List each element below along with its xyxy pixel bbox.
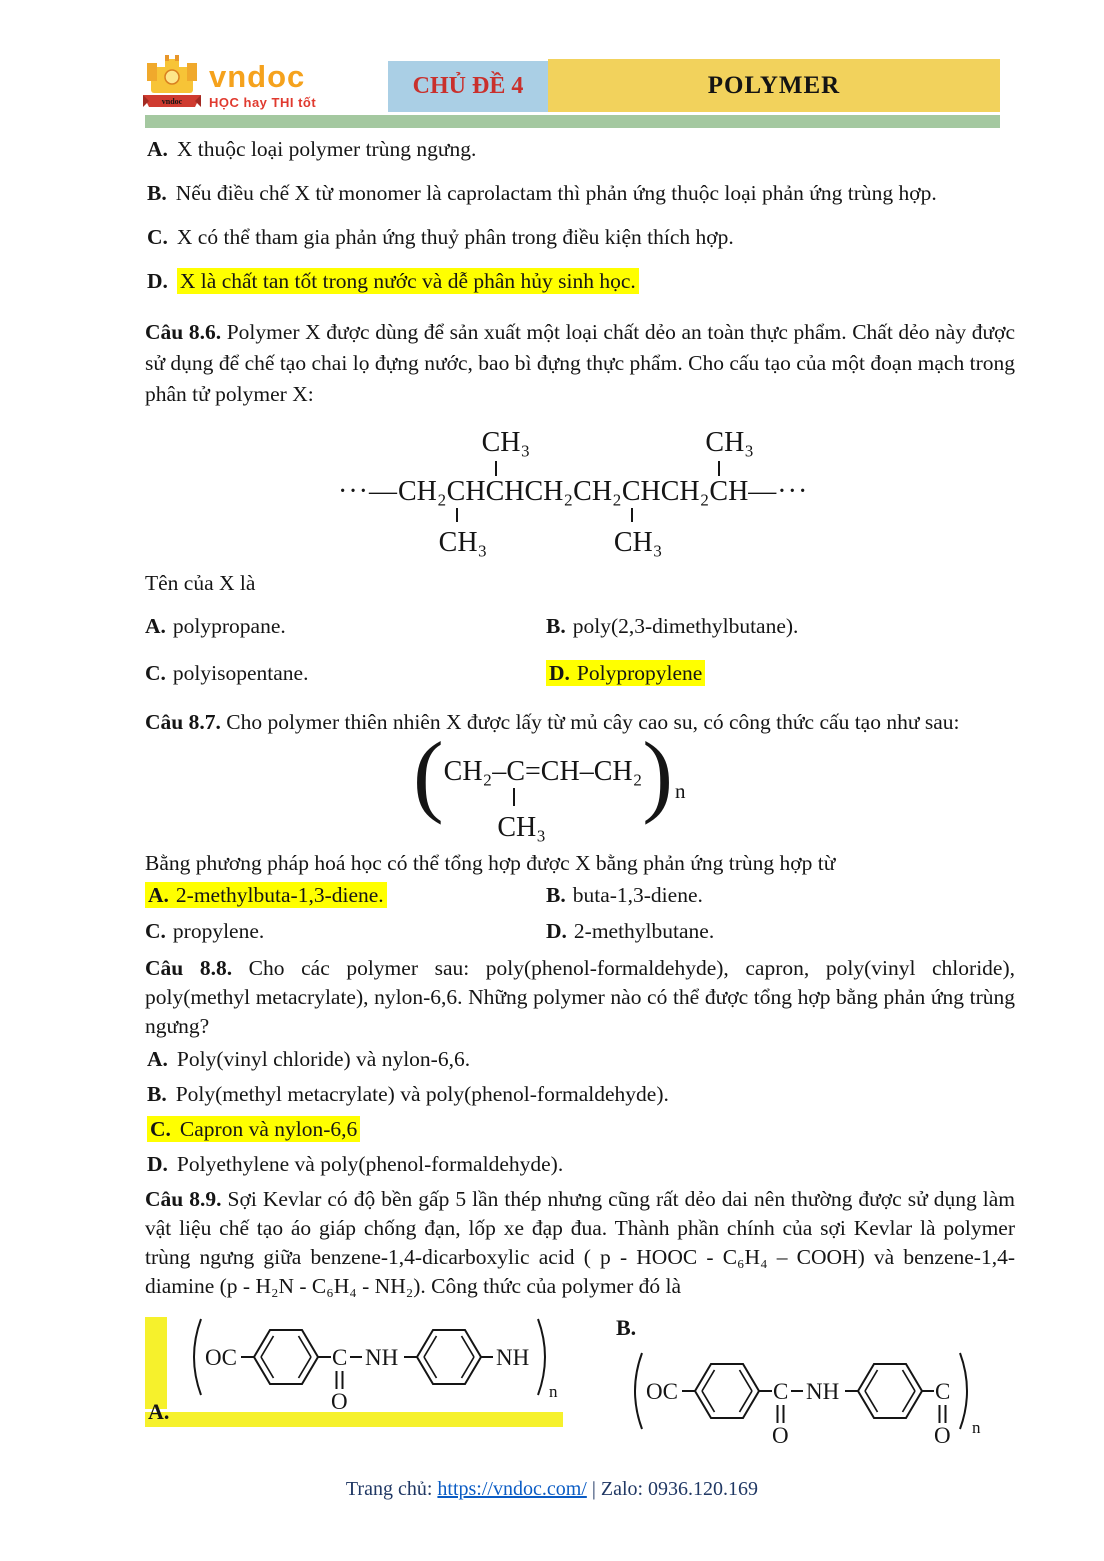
q85-option-c: C. X có thể tham gia phản ứng thuỷ phân trong điều kiện thích hợp. — [147, 225, 734, 250]
q86-options-row2 — [145, 660, 1015, 688]
q88-option-b: B. Poly(methyl metacrylate) và poly(phenol-formaldehyde). — [147, 1081, 669, 1106]
q86-options-row1 — [145, 613, 1015, 641]
bond-up — [495, 461, 497, 476]
q87-options-row1 — [145, 882, 1015, 910]
q87-option-a-highlighted — [145, 882, 546, 910]
q89-option-a-structure-highlighted — [145, 1315, 558, 1427]
q86-number: Câu 8.6. — [145, 320, 222, 345]
q87-option-d: D. 2-methylbutane. — [546, 918, 715, 943]
q87-option-b: B. buta-1,3-diene. — [546, 882, 703, 907]
svg-text:vndoc: vndoc — [161, 97, 183, 106]
option-b-label: B. — [616, 1314, 637, 1340]
kevlar-structure-a — [181, 1313, 566, 1415]
q87-structure-isoprene: ( CH₂– C CH₃ =CH–CH₂ ) n — [413, 722, 686, 843]
q89-stem: Câu 8.9. Sợi Kevlar có độ bền gấp 5 lần thép nhưng cũng rất dẻo dai nên thường được sử dụng làm vật liệu chế tạo áo giáp chống đạn, lốp xe đạp đua. Thành phần chính của sợi Kevlar là polymer trùng ngưng giữa benzene-1,4-dicarboxylic acid ( p - HOOC - C₆H₄ – COOH) và benzene-1,4- diamine (p - H₂N - C₆H₄ - NH₂). Công thức của polymer đó là — [145, 1186, 1016, 1298]
answer-highlight: C. Capron và nylon-6,6 — [147, 1116, 360, 1142]
svg-text:C: C — [332, 1344, 348, 1370]
svg-text:n: n — [972, 1417, 981, 1437]
q89-number: Câu 8.9. — [145, 1186, 222, 1211]
q88-option-c-highlighted — [147, 1115, 1015, 1144]
answer-highlight: A. 2-methylbuta-1,3-diene. — [145, 882, 387, 908]
q89-option-b-structure — [610, 1315, 1015, 1461]
svg-text:C: C — [773, 1378, 789, 1404]
q87-prompt: Bằng phương pháp hoá học có thể tổng hợp được X bằng phản ứng trùng hợp từ — [145, 850, 836, 875]
brand-name: vndoc — [209, 59, 306, 94]
topic-label-box: CHỦ ĐỀ 4 — [388, 61, 548, 112]
homepage-link[interactable]: https://vndoc.com/ — [437, 1478, 587, 1500]
header-divider — [145, 115, 1000, 128]
answer-highlight: D. Polypropylene — [546, 660, 705, 686]
svg-text:n: n — [549, 1381, 558, 1401]
kevlar-structure-b — [624, 1341, 1019, 1456]
svg-text:O: O — [934, 1422, 951, 1448]
q88-options — [145, 1045, 1015, 1179]
methyl-group: CH₃ — [613, 527, 663, 559]
q88-option-a: A. Poly(vinyl chloride) và nylon-6,6. — [147, 1046, 471, 1071]
bond-down — [456, 508, 458, 522]
q86-stem: Câu 8.6. Polymer X được dùng để sản xuất một loại chất dẻo an toàn thực phẩm. Chất dẻo này được sử dụng để chế tạo chai lọ đựng nước, bao bì đựng thực phẩm. Cho cấu tạo của một đoạn mạch trong phân tử polymer X: — [145, 320, 1016, 407]
q86-option-d-highlighted — [546, 660, 705, 688]
q86-option-c: C. polyisopentane. — [145, 661, 309, 685]
svg-text:O: O — [331, 1388, 348, 1414]
q87-option-c: C. propylene. — [145, 918, 265, 943]
q85-option-b: B. Nếu điều chế X từ monomer là caprolactam thì phản ứng thuộc loại phản ứng trùng hợp. — [147, 181, 937, 206]
answer-highlight-bar-vertical — [145, 1317, 167, 1409]
q86-structure-polypropylene: ···—CH₂CH CH₃ CH CH₃ CH₂CH₂CH CH₃ CH₂CH CH₃ —··· — [338, 427, 809, 559]
svg-text:NH: NH — [806, 1378, 840, 1404]
q87-stem: Câu 8.7. Cho polymer thiên nhiên X được lấy từ mủ cây cao su, có công thức cấu tạo như sau: — [145, 709, 960, 734]
topic-title-box: POLYMER — [548, 59, 1000, 112]
answer-highlight: X là chất tan tốt trong nước và dễ phân hủy sinh học. — [177, 268, 639, 294]
q88-option-d: D. Polyethylene và poly(phenol-formaldehyde). — [147, 1151, 564, 1176]
brand-tagline: HỌC hay THI tốt — [209, 95, 317, 110]
option-a-label: A. — [148, 1398, 170, 1424]
methyl-group: CH₃ — [438, 527, 488, 559]
svg-text:NH: NH — [365, 1344, 399, 1370]
repeat-subscript-n: n — [675, 778, 686, 803]
page-footer — [0, 1478, 1104, 1501]
q87-number: Câu 8.7. — [145, 709, 221, 734]
vndoc-castle-icon — [141, 55, 203, 118]
q89-answer-structures — [145, 1315, 1015, 1461]
page-header — [145, 55, 1015, 129]
q85-options — [145, 135, 1015, 296]
worksheet-page — [145, 55, 1015, 1461]
q85-option-d-highlighted: D. X là chất tan tốt trong nước và dễ phân hủy sinh học. — [147, 267, 1015, 296]
svg-text:O: O — [772, 1422, 789, 1448]
q88-number: Câu 8.8. — [145, 955, 233, 980]
q88-stem: Câu 8.8. Cho các polymer sau: poly(phenol-formaldehyde), capron, poly(vinyl chloride), poly(methyl metacrylate), nylon-6,6. Những polymer nào có thể được tổng hợp bằng phản ứng trùng ngưng? — [145, 955, 1015, 1038]
q86-option-a: A. polypropane. — [145, 614, 286, 639]
footer-zalo: | Zalo: 0936.120.169 — [586, 1478, 759, 1500]
bond-up — [718, 461, 720, 476]
methyl-group: CH₃ — [705, 427, 755, 459]
q87-options-row2 — [145, 918, 1015, 946]
svg-text:OC: OC — [646, 1378, 678, 1404]
q86-option-b: B. poly(2,3-dimethylbutane). — [546, 614, 799, 639]
bond-down — [513, 788, 515, 806]
q86-prompt: Tên của X là — [145, 571, 256, 596]
methyl-group: CH₃ — [497, 811, 546, 843]
svg-text:C: C — [935, 1378, 951, 1404]
footer-prefix: Trang chủ: — [345, 1478, 438, 1500]
svg-text:NH: NH — [496, 1344, 530, 1370]
svg-text:OC: OC — [205, 1344, 237, 1370]
bond-down — [631, 508, 633, 522]
methyl-group: CH₃ — [481, 427, 531, 459]
vndoc-logo — [141, 55, 316, 118]
q85-option-a: A. X thuộc loại polymer trùng ngưng. — [147, 137, 477, 161]
logo-text — [209, 55, 316, 109]
